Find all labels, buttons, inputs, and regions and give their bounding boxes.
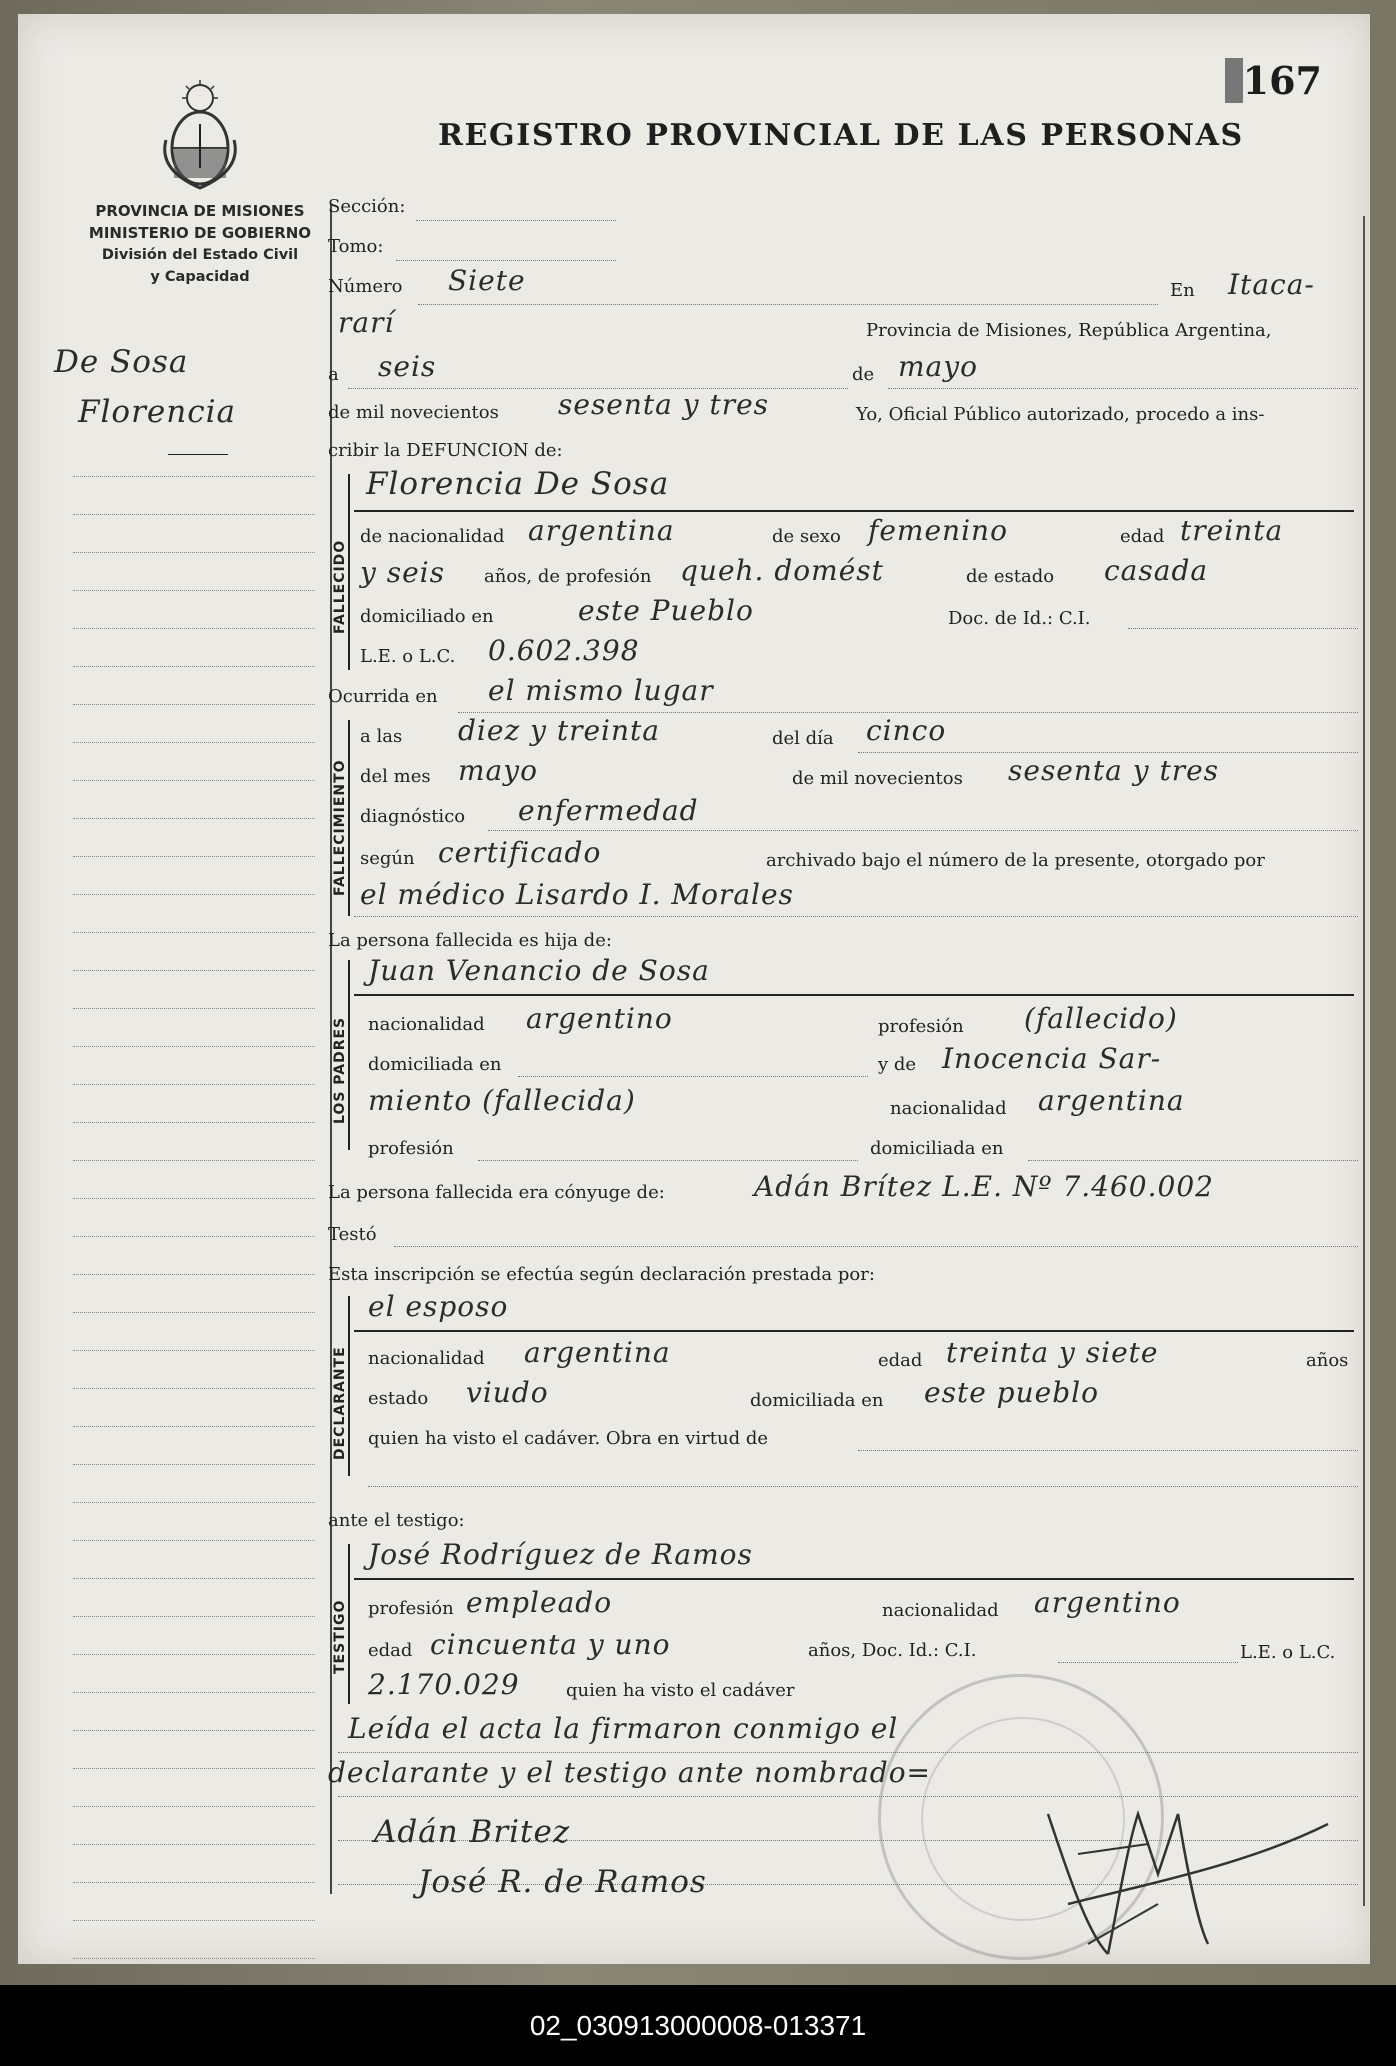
edad-label: edad: [1120, 526, 1165, 547]
year-value: sesenta y tres: [558, 388, 770, 421]
declarante-bar: [348, 1296, 350, 1476]
margin-dot-line: [73, 476, 315, 477]
test-doc-value: 2.170.029: [368, 1668, 520, 1701]
margin-note-underline: [168, 454, 228, 455]
decl-dom-value: este pueblo: [924, 1376, 1099, 1409]
conyuge-label: La persona fallecida era cónyuge de:: [328, 1182, 665, 1203]
folio-mark: [1225, 58, 1242, 103]
margin-dot-line: [73, 1692, 315, 1693]
document-page: [18, 14, 1370, 1964]
folio-value: 167: [1242, 58, 1322, 103]
testo-label: Testó: [328, 1224, 377, 1245]
segun-label: según: [360, 848, 415, 869]
margin-dot-line: [73, 1350, 315, 1351]
office-line-1: PROVINCIA DE MISIONES: [95, 202, 305, 220]
domicilio-value: este Pueblo: [578, 594, 754, 627]
le-lc-value: 0.602.398: [488, 634, 640, 667]
decl-anos-label: años: [1306, 1350, 1349, 1371]
medico-value: el médico Lisardo I. Morales: [360, 878, 794, 911]
dia-value: cinco: [866, 714, 947, 747]
medico-dots: [354, 916, 1358, 917]
quien-visto-dots: [858, 1450, 1358, 1451]
test-doc-dots: [1058, 1662, 1238, 1663]
margin-dot-line: [73, 1008, 315, 1009]
anio-fall-value: sesenta y tres: [1008, 754, 1220, 787]
office-line-4: y Capacidad: [150, 269, 250, 285]
a-label: a: [328, 364, 339, 385]
margin-dot-line: [73, 590, 315, 591]
sexo-label: de sexo: [772, 526, 841, 547]
office-line-2: MINISTERIO DE GOBIERNO: [88, 224, 312, 242]
margin-dot-line: [73, 1312, 315, 1313]
tomo-label: Tomo:: [328, 236, 384, 257]
margin-dot-line: [73, 628, 315, 629]
y-de-label: y de: [878, 1054, 917, 1075]
office-line-3: División del Estado Civil: [101, 247, 299, 263]
margin-dot-line: [73, 970, 315, 971]
margin-dot-line: [73, 1616, 315, 1617]
test-le-lc-label: L.E. o L.C.: [1240, 1642, 1336, 1663]
margin-dot-line: [73, 666, 315, 667]
dia-dots: [858, 752, 1358, 753]
mes-fall-value: mayo: [458, 754, 538, 787]
decl-dom-label: domiciliada en: [750, 1390, 884, 1411]
margin-dot-line: [73, 1502, 315, 1503]
ocurrida-label: Ocurrida en: [328, 686, 438, 707]
margin-dot-line: [73, 856, 315, 857]
doc-id-label: Doc. de Id.: C.I.: [948, 608, 1091, 629]
margin-note-surname: De Sosa: [54, 344, 189, 380]
margin-dot-line: [73, 1654, 315, 1655]
decl-estado-label: estado: [368, 1388, 429, 1409]
le-lc-label: L.E. o L.C.: [360, 646, 456, 667]
testo-dots: [394, 1246, 1358, 1247]
padre-rule: [354, 994, 1354, 996]
declarante-value: el esposo: [368, 1290, 509, 1323]
seccion-label: Sección:: [328, 196, 406, 217]
test-prof-label: profesión: [368, 1598, 454, 1619]
anos-profesion-label: años, de profesión: [484, 566, 652, 587]
test-edad-value: cincuenta y uno: [430, 1628, 671, 1661]
hija-de-label: La persona fallecida es hija de:: [328, 930, 612, 951]
margin-dot-line: [73, 1730, 315, 1731]
nacionalidad-label: de nacionalidad: [360, 526, 505, 547]
deceased-name: Florencia De Sosa: [366, 466, 670, 502]
image-caption: 02_030913000008-013371: [0, 1985, 1396, 2066]
domiciliado-label: domiciliado en: [360, 606, 494, 627]
estado-value: casada: [1104, 554, 1209, 587]
quien-visto2-label: quien ha visto el cadáver: [566, 1680, 795, 1701]
diagnostico-label: diagnóstico: [360, 806, 466, 827]
margin-dot-line: [73, 704, 315, 705]
month-dots: [888, 388, 1358, 389]
hora-value: diez y treinta: [458, 714, 660, 747]
testigo-vertical-label: TESTIGO: [332, 1599, 348, 1674]
madre-dom-label: domiciliada en: [870, 1138, 1004, 1159]
decl-nac-value: argentina: [524, 1336, 671, 1369]
day-value: seis: [378, 350, 437, 383]
edad-value-1: treinta: [1180, 514, 1284, 547]
en-place-1: Itaca-: [1228, 268, 1315, 301]
official-signature-flourish: [1008, 1754, 1338, 1974]
conyuge-value: Adán Brítez L.E. Nº 7.460.002: [754, 1170, 1214, 1203]
month-value: mayo: [898, 350, 978, 383]
de-label: de: [852, 364, 875, 385]
del-mes-label: del mes: [360, 766, 431, 787]
padre-dom-label: domiciliada en: [368, 1054, 502, 1075]
madre-prof-dots: [478, 1160, 858, 1161]
margin-dot-line: [73, 1806, 315, 1807]
margin-dot-line: [73, 1882, 315, 1883]
obra-dots: [368, 1486, 1358, 1487]
test-prof-value: empleado: [466, 1586, 613, 1619]
name-rule: [354, 510, 1354, 512]
declarante-vertical-label: DECLARANTE: [332, 1346, 348, 1460]
padre-dom-dots: [518, 1076, 868, 1077]
padre-nac-value: argentino: [526, 1002, 673, 1035]
padre-nac-label: nacionalidad: [368, 1014, 485, 1035]
padre-prof-label: profesión: [878, 1016, 964, 1037]
margin-dot-line: [73, 1464, 315, 1465]
madre-prof-label: profesión: [368, 1138, 454, 1159]
margin-dot-line: [73, 1540, 315, 1541]
margin-dot-line: [73, 1426, 315, 1427]
margin-note-name: Florencia: [78, 394, 236, 430]
cribir-label: cribir la DEFUNCION de:: [328, 440, 563, 461]
issuing-office: [70, 200, 330, 288]
sexo-value: femenino: [868, 514, 1008, 547]
margin-dot-line: [73, 1958, 315, 1959]
fallecido-vertical-label: FALLECIDO: [332, 539, 348, 634]
margin-dot-line: [73, 1844, 315, 1845]
quien-visto-label: quien ha visto el cadáver. Obra en virtud de: [368, 1428, 769, 1449]
fallecimiento-bar: [348, 720, 350, 916]
form-title: REGISTRO PROVINCIAL DE LAS PERSONAS: [438, 118, 1244, 153]
margin-dot-line: [73, 1160, 315, 1161]
signature-testigo: José R. de Ramos: [418, 1864, 707, 1900]
margin-dot-line: [73, 894, 315, 895]
seccion-dots: [416, 220, 616, 221]
madre-nac-label: nacionalidad: [890, 1098, 1007, 1119]
del-dia-label: del día: [772, 728, 834, 749]
diagnostico-dots: [488, 830, 1358, 831]
decl-edad-value: treinta y siete: [946, 1336, 1159, 1369]
padres-vertical-label: LOS PADRES: [332, 1016, 348, 1124]
margin-dot-line: [73, 742, 315, 743]
margin-dot-line: [73, 818, 315, 819]
inscripcion-label: Esta inscripción se efectúa según declaración prestada por:: [328, 1264, 875, 1285]
testigo-rule: [354, 1578, 1354, 1580]
de-mil-nov-label: de mil novecientos: [792, 768, 963, 789]
test-edad-label: edad: [368, 1640, 413, 1661]
folio-number: [1225, 58, 1322, 103]
margin-dot-line: [73, 1274, 315, 1275]
madre-value-2: miento (fallecida): [368, 1084, 636, 1117]
right-rule: [1363, 216, 1365, 1906]
testigo-bar: [348, 1544, 350, 1704]
ante-testigo-label: ante el testigo:: [328, 1510, 465, 1531]
margin-dot-line: [73, 1920, 315, 1921]
estado-label: de estado: [966, 566, 1055, 587]
margin-dot-line: [73, 1046, 315, 1047]
de-mil-label: de mil novecientos: [328, 402, 499, 423]
leida-line-1: Leída el acta la firmaron conmigo el: [348, 1712, 899, 1745]
margin-dot-line: [73, 1084, 315, 1085]
declarante-rule: [354, 1330, 1354, 1332]
margin-dot-line: [73, 514, 315, 515]
en-label: En: [1170, 280, 1195, 301]
a-las-label: a las: [360, 726, 403, 747]
diagnostico-value: enfermedad: [518, 794, 699, 827]
fallecido-bar: [348, 474, 350, 670]
test-nac-label: nacionalidad: [882, 1600, 999, 1621]
en-place-2: rarí: [338, 306, 395, 339]
madre-value-1: Inocencia Sar-: [942, 1042, 1162, 1075]
ocurrida-dots: [458, 712, 1358, 713]
madre-dom-dots: [1028, 1160, 1358, 1161]
archivado-label: archivado bajo el número de la presente, otorgado por: [766, 850, 1265, 871]
padre-prof-value: (fallecido): [1024, 1002, 1178, 1035]
segun-value: certificado: [438, 836, 602, 869]
padre-value: Juan Venancio de Sosa: [368, 954, 710, 987]
test-nac-value: argentino: [1034, 1586, 1181, 1619]
numero-value: Siete: [448, 264, 526, 297]
decl-nac-label: nacionalidad: [368, 1348, 485, 1369]
margin-dot-line: [73, 1236, 315, 1237]
signature-declarante: Adán Britez: [374, 1814, 571, 1850]
doc-id-dots: [1128, 628, 1358, 629]
margin-dot-line: [73, 1578, 315, 1579]
coat-of-arms-icon: [156, 80, 244, 192]
padres-bar: [348, 960, 350, 1150]
madre-nac-value: argentina: [1038, 1084, 1185, 1117]
numero-label: Número: [328, 276, 403, 297]
margin-dot-line: [73, 1198, 315, 1199]
margin-dot-line: [73, 552, 315, 553]
leida-line-2: declarante y el testigo ante nombrado=: [328, 1756, 932, 1789]
tomo-dots: [396, 260, 616, 261]
provincia-label: Provincia de Misiones, República Argentina,: [866, 320, 1272, 341]
decl-estado-value: viudo: [466, 1376, 549, 1409]
fallecimiento-vertical-label: FALLECIMIENTO: [332, 759, 348, 896]
test-anos-doc-label: años, Doc. Id.: C.I.: [808, 1640, 977, 1661]
decl-edad-label: edad: [878, 1350, 923, 1371]
testigo-value: José Rodríguez de Ramos: [368, 1538, 753, 1571]
yo-oficial-label: Yo, Oficial Público autorizado, procedo a ins-: [856, 404, 1265, 425]
margin-dot-line: [73, 1768, 315, 1769]
leida-dots-1: [338, 1752, 1358, 1753]
margin-dot-line: [73, 780, 315, 781]
numero-dots: [418, 304, 1158, 305]
nacionalidad-value: argentina: [528, 514, 675, 547]
margin-dot-line: [73, 932, 315, 933]
margin-dot-line: [73, 1388, 315, 1389]
edad-value-2: y seis: [360, 556, 445, 589]
ocurrida-value: el mismo lugar: [488, 674, 714, 707]
profesion-value: queh. domést: [680, 554, 884, 587]
margin-dot-line: [73, 1122, 315, 1123]
